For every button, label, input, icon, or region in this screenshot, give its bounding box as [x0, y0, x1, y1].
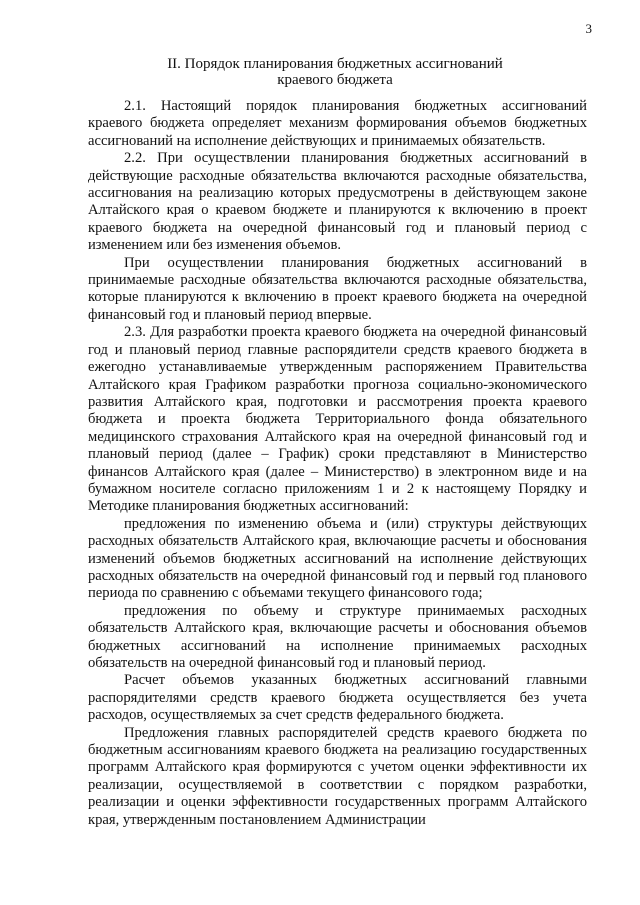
document-body: [88, 98, 587, 829]
paragraph-2-1: 2.1. Настоящий порядок планирования бюджетных ассигнований краевого бюджета определяет механизм формирования объемов бюджетных ассигнований на исполнение действующих и принимаемых обязательств.: [88, 98, 587, 149]
paragraph-accepted-obligations: При осуществлении планирования бюджетных ассигнований в принимаемые расходные обязательства включаются расходные обязательства, которые планируются к включению в проект краевого бюджета на очередной финансовый год и плановый период впервые.: [88, 254, 587, 323]
paragraph-state-programs: Предложения главных распорядителей средств краевого бюджета по бюджетным ассигнованиям краевого бюджета на реализацию государственных программ Алтайского края формируются с учетом оценки эффективности их реализации, осуществляемой в соответствии с порядком разработки, реализации и оценки эффективности государственных программ Алтайского края, утвержденным постановлением Администрации: [88, 724, 587, 828]
paragraph-proposals-existing: предложения по изменению объема и (или) структуры действующих расходных обязательств Алтайского края, включающие расчеты и обоснования изменений объемов бюджетных ассигнований на исполнение действующих расходных обязательств на очередной финансовый год и первый год планового периода по сравнению с объемами текущего финансового года;: [88, 515, 587, 602]
paragraph-2-2: 2.2. При осуществлении планирования бюджетных ассигнований в действующие расходные обязательства включаются расходные обязательства, ассигнования на реализацию которых предусмотрены в действующем законе Алтайского края о краевом бюджете и планируются к включению в проект краевого бюджета на очередной финансовый год и плановый период с изменением или без изменения объемов.: [88, 150, 587, 254]
section-heading: [88, 56, 582, 88]
page-number: 3: [585, 21, 592, 36]
paragraph-calculation: Расчет объемов указанных бюджетных ассигнований главными распорядителями средств краевого бюджета осуществляется без учета расходов, осуществляемых за счет средств федерального бюджета.: [88, 672, 587, 724]
section-heading-line-2: краевого бюджета: [277, 72, 393, 88]
paragraph-proposals-accepted: предложения по объему и структуре принимаемых расходных обязательств Алтайского края, включающие расчеты и обоснования объемов бюджетных ассигнований на исполнение принимаемых расходных обязательств на очередной финансовый год и плановый период.: [88, 602, 587, 671]
section-heading-line-1: II. Порядок планирования бюджетных ассигнований: [167, 56, 503, 72]
paragraph-2-3: 2.3. Для разработки проекта краевого бюджета на очередной финансовый год и плановый период главные распорядители средств краевого бюджета в ежегодно устанавливаемые утвержденным распоряжением Правительства Алтайского края Графиком разработки прогноза социально-экономического развития Алтайского края, подготовки и рассмотрения проекта краевого бюджета и проекта бюджета Территориального фонда обязательного медицинского страхования Алтайского края на очередной финансовый год и плановый период (далее – График) сроки представляют в Министерство финансов Алтайского края (далее – Министерство) в электронном виде и на бумажном носителе согласно приложениям 1 и 2 к настоящему Порядку и Методике планирования бюджетных ассигнований:: [88, 324, 587, 515]
